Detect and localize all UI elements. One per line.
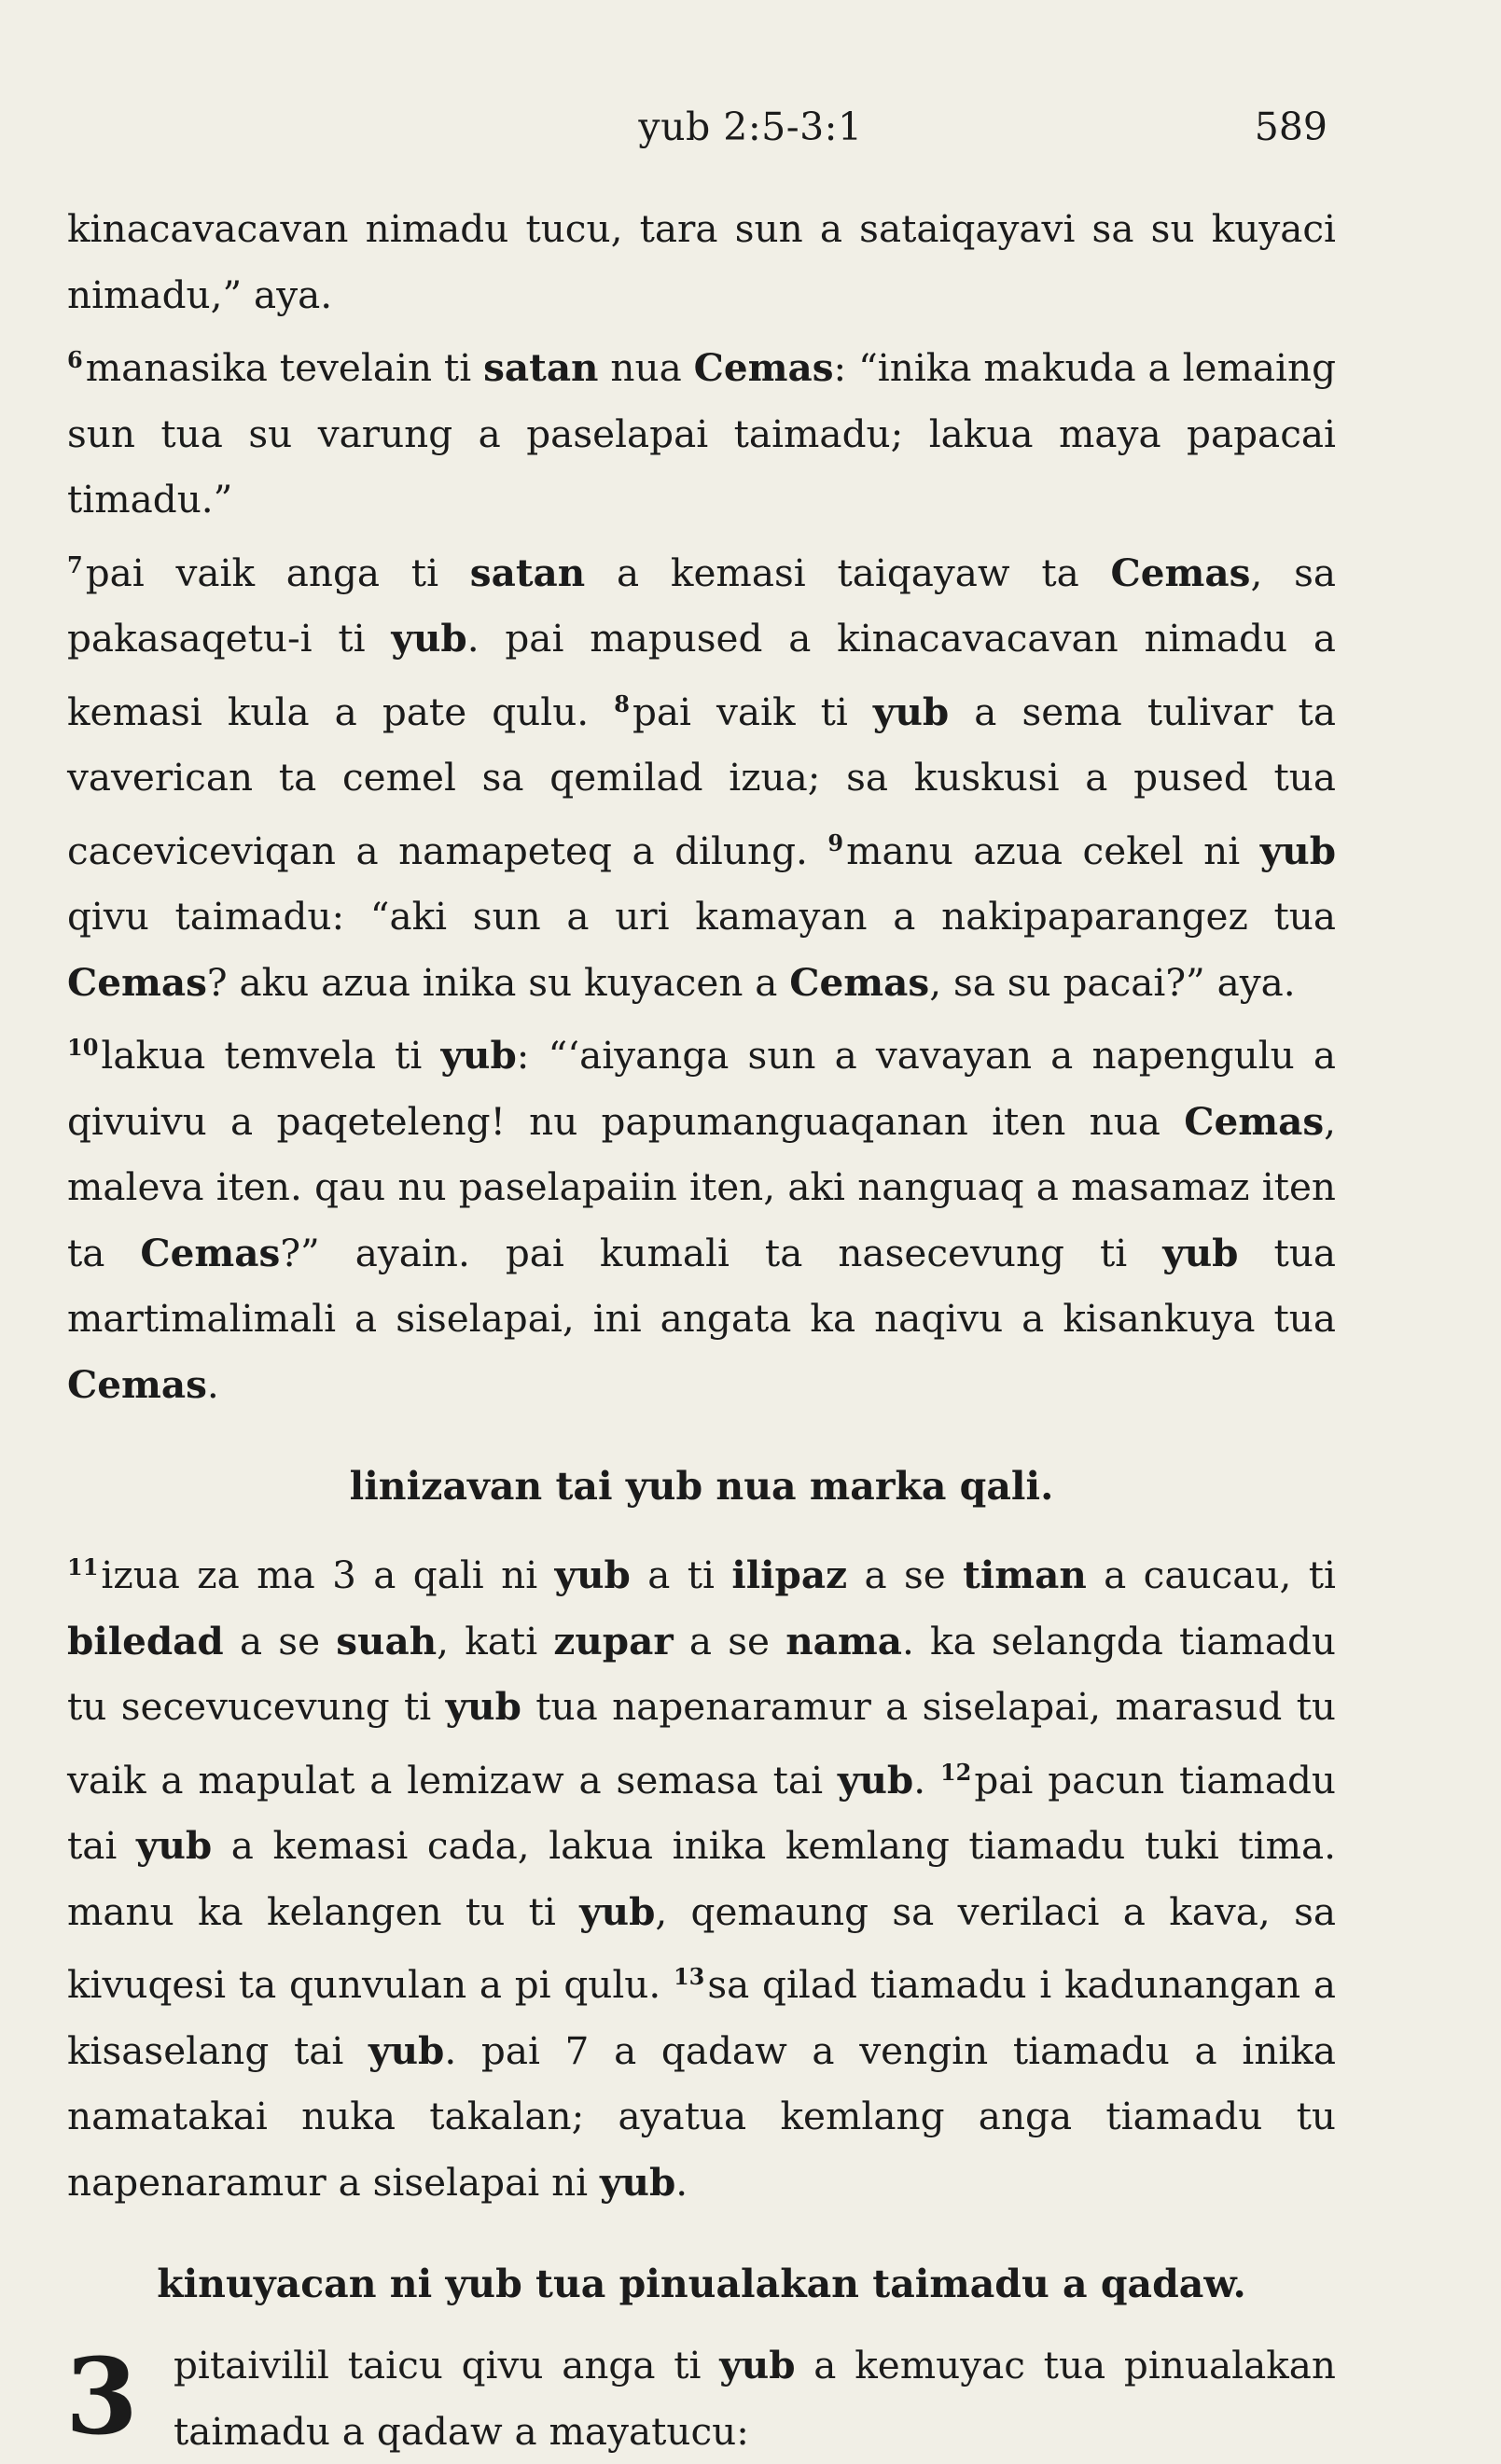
bold-name: yub xyxy=(135,1823,213,1868)
verse-number: 11 xyxy=(67,1553,99,1580)
bold-name: yub xyxy=(1259,828,1337,873)
bold-name: yub xyxy=(440,1033,517,1078)
bold-name: ilipaz xyxy=(731,1552,848,1597)
verse-number: 10 xyxy=(67,1034,99,1061)
bold-name: yub xyxy=(1162,1230,1239,1275)
chapter-opening-text: pitaivilil taicu qivu anga ti yub a kemuyac tua pinualakan taimadu a qadaw a mayatucu: xyxy=(174,2343,1336,2454)
page-number: 589 xyxy=(1254,104,1327,149)
bold-name: satan xyxy=(469,550,586,595)
bold-name: yub xyxy=(837,1757,914,1803)
bold-name: yub xyxy=(719,2343,796,2387)
paragraph: $^7$pai vaik anga ti satan a kemasi taiqayaw ta Cemas, sa pakasaqetu-i ti yub. pai mapused a kinacavacavan nimadu a kemasi kula a pate qulu. $^8$pai vaik ti yub a sema tulivar ta vaverican ta cemel sa qemilad izua; sa kuskusi a pused tua caceviceviqan a namapeteq a dilung. $^9$manu azua cekel ni yub qivu taimadu: “aki sun a uri kamayan a nakipaparangez tua Cemas? aku azua inika su kuyacen a Cemas, sa su pacai?” aya. xyxy=(67,550,1337,1005)
body-text xyxy=(67,196,1336,2464)
bold-name: Cemas xyxy=(1184,1098,1325,1144)
paragraph: $^{11}$izua za ma 3 a qali ni yub a ti ilipaz a se timan a caucau, ti biledad a se suah, kati zupar a se nama. ka selangda tiamadu tu secevucevung ti yub tua napenaramur a siselapai, marasud tu vaik a mapulat a lemizaw a semasa tai yub. $^{12}$pai pacun tiamadu tai yub a kemasi cada, lakua inika kemlang tiamadu tuki tima. manu ka kelangen tu ti yub, qemaung sa verilaci a kava, sa kivuqesi ta qunvulan a pi qulu. $^{13}$sa qilad tiamadu i kadunangan a kisaselang tai yub. pai 7 a qadaw a vengin tiamadu a inika namatakai nuka takalan; ayatua kemlang anga tiamadu tu napenaramur a siselapai ni yub. xyxy=(67,1552,1337,2205)
bold-name: Cemas xyxy=(140,1230,281,1275)
section-heading: kinuyacan ni yub tua pinualakan taimadu a qadaw. xyxy=(157,2262,1246,2306)
bold-name: suah xyxy=(336,1618,438,1664)
verse-number: 13 xyxy=(673,1963,705,1990)
bold-name: yub xyxy=(600,2159,676,2205)
section-heading: linizavan tai yub nua marka qali. xyxy=(349,1464,1054,1509)
chapter-block xyxy=(67,2332,1336,2464)
bold-name: yub xyxy=(391,616,467,661)
bold-name: satan xyxy=(483,345,599,390)
bold-name: nama xyxy=(785,1618,902,1664)
paragraph-group xyxy=(67,1535,1336,2215)
bold-name: yub xyxy=(579,1888,656,1934)
bold-name: timan xyxy=(963,1552,1087,1597)
paragraph-group xyxy=(67,196,1336,1417)
chapter-number: 3 xyxy=(65,2336,138,2458)
verse-number: 12 xyxy=(939,1758,972,1786)
bold-name: yub xyxy=(554,1552,631,1597)
paragraph: kinacavacavan nimadu tucu, tara sun a sataiqayavi sa su kuyaci nimadu,” aya. xyxy=(67,206,1336,317)
bold-name: Cemas xyxy=(67,1361,207,1407)
bold-name: Cemas xyxy=(67,959,207,1005)
bold-name: Cemas xyxy=(1110,550,1251,595)
paragraph: $^6$manasika tevelain ti satan nua Cemas: “inika makuda a lemaing sun tua su varung a paselapai taimadu; lakua maya papacai timadu.” xyxy=(67,345,1336,522)
verse-number: 9 xyxy=(827,828,844,856)
paragraph: $^{10}$lakua temvela ti yub: “‘aiyanga sun a vavayan a napengulu a qivuivu a paqeteleng! nu papumanguaqanan iten nua Cemas, maleva iten. qau nu paselapaiin iten, aki nanguaq a masamaz iten ta Cemas?” ayain. pai kumali ta nasecevung ti yub tua martimalimali a siselapai, ini angata ka naqivu a kisankuya tua Cemas. xyxy=(67,1033,1336,1407)
verse-number: 6 xyxy=(67,346,83,373)
bold-name: yub xyxy=(368,2027,445,2073)
running-title: yub 2:5-3:1 xyxy=(638,104,863,149)
verse-number: 8 xyxy=(614,689,630,717)
bold-name: zupar xyxy=(553,1618,674,1664)
verse-number: 7 xyxy=(67,550,83,578)
bold-name: yub xyxy=(445,1684,521,1729)
bold-name: Cemas xyxy=(789,959,930,1005)
bold-name: yub xyxy=(872,689,950,734)
bold-name: Cemas xyxy=(693,345,834,390)
bold-name: biledad xyxy=(67,1618,224,1664)
